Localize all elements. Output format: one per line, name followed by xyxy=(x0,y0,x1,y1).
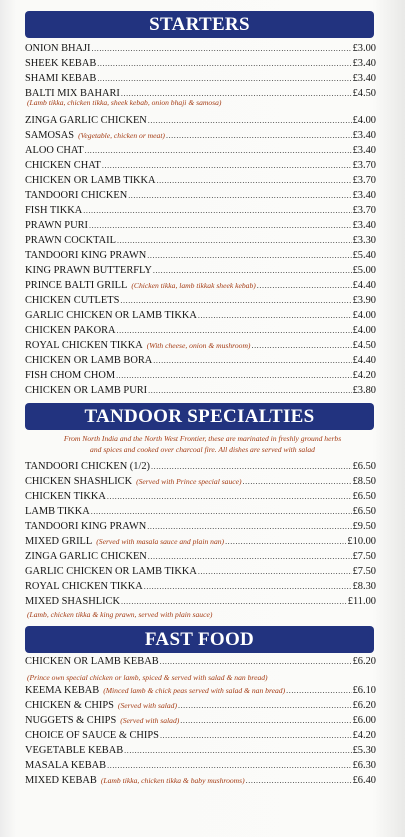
menu-item xyxy=(25,263,376,278)
item-price: £9.50 xyxy=(352,521,376,532)
item-name: ZINGA GARLIC CHICKEN xyxy=(25,115,147,126)
dot-leader xyxy=(117,233,352,248)
item-name: ROYAL CHICKEN TIKKA xyxy=(25,581,143,592)
item-price: £6.20 xyxy=(352,700,376,711)
item-name: ZINGA GARLIC CHICKEN xyxy=(25,551,147,562)
menu-item xyxy=(25,564,376,579)
menu-item xyxy=(25,338,376,353)
item-name: NUGGETS & CHIPS xyxy=(25,715,117,726)
item-price: £4.20 xyxy=(352,370,376,381)
dot-leader xyxy=(102,158,352,173)
item-name: CHICKEN OR LAMB PURI xyxy=(25,385,148,396)
item-description: (Lamb tikka, chicken tikka & baby mushrooms) xyxy=(100,776,245,785)
item-price: £6.00 xyxy=(352,715,376,726)
dot-leader xyxy=(107,758,351,773)
item-price: £4.50 xyxy=(352,340,376,351)
dot-leader xyxy=(166,128,352,143)
dot-leader xyxy=(116,368,352,383)
item-description: (With cheese, onion & mushroom) xyxy=(146,341,251,350)
item-name: FISH CHOM CHOM xyxy=(25,370,116,381)
dot-leader xyxy=(147,248,351,263)
dot-leader xyxy=(286,683,351,698)
item-name: MASALA KEBAB xyxy=(25,760,107,771)
menu-item xyxy=(25,71,376,86)
item-name: CHICKEN & CHIPS xyxy=(25,700,114,711)
dot-leader xyxy=(246,773,352,788)
tandoor-intro-line-2: and spices and cooked over charcoal fire. All dishes are served with salad xyxy=(90,445,315,454)
menu-item xyxy=(25,474,376,489)
item-price: £3.40 xyxy=(352,58,376,69)
item-name: CHICKEN OR LAMB TIKKA xyxy=(25,175,156,186)
item-name: CHICKEN OR LAMB BORA xyxy=(25,355,153,366)
dot-leader xyxy=(160,728,352,743)
item-price: £10.00 xyxy=(347,536,376,547)
menu-item xyxy=(25,713,376,728)
menu-item xyxy=(25,158,376,173)
item-price: £6.30 xyxy=(352,760,376,771)
item-price: £3.00 xyxy=(352,43,376,54)
item-price: £4.00 xyxy=(352,115,376,126)
item-description: (Minced lamb & chick peas served with salad & nan bread) xyxy=(103,686,286,695)
menu-item xyxy=(25,549,376,564)
dot-leader xyxy=(91,504,352,519)
item-name: CHOICE OF SAUCE & CHIPS xyxy=(25,730,159,741)
menu-item xyxy=(25,368,376,383)
menu-item xyxy=(25,143,376,158)
item-price: £4.40 xyxy=(352,280,376,291)
dot-leader xyxy=(151,459,352,474)
balti-mix-note: (Lamb tikka, chicken tikka, sheek kebab, onion bhaji & samosa) xyxy=(27,98,222,107)
item-name: PRAWN COCKTAIL xyxy=(25,235,116,246)
item-name: LAMB TIKKA xyxy=(25,506,90,517)
dot-leader xyxy=(157,173,352,188)
dot-leader xyxy=(198,308,352,323)
dot-leader xyxy=(85,143,352,158)
item-price: £6.20 xyxy=(352,656,376,667)
item-name: TANDOORI CHICKEN xyxy=(25,190,128,201)
menu-item xyxy=(25,218,376,233)
item-price: £4.40 xyxy=(352,355,376,366)
dot-leader xyxy=(83,203,351,218)
item-description: (Chicken tikka, lamb tikkak sheek kebab) xyxy=(131,281,256,290)
menu-item xyxy=(25,113,376,128)
item-description: (Served with salad) xyxy=(117,701,177,710)
item-name: KEEMA KEBAB xyxy=(25,685,100,696)
item-price: £6.50 xyxy=(352,506,376,517)
starters-header: STARTERS xyxy=(25,11,374,38)
item-name: CHICKEN TIKKA xyxy=(25,491,106,502)
item-price: £6.40 xyxy=(352,775,376,786)
item-name: CHICKEN CHAT xyxy=(25,160,101,171)
item-name: PRAWN PURI xyxy=(25,220,88,231)
menu-item xyxy=(25,594,376,609)
dot-leader xyxy=(153,263,352,278)
item-price: £3.30 xyxy=(352,235,376,246)
item-name: PRINCE BALTI GRILL xyxy=(25,280,128,291)
dot-leader xyxy=(121,594,347,609)
item-price: £8.30 xyxy=(352,581,376,592)
menu-item xyxy=(25,323,376,338)
item-name: GARLIC CHICKEN OR LAMB TIKKA xyxy=(25,566,197,577)
item-price: £3.70 xyxy=(352,205,376,216)
tandoor-header: TANDOOR SPECIALTIES xyxy=(25,403,374,430)
dot-leader xyxy=(89,218,352,233)
item-name: CHICKEN CUTLETS xyxy=(25,295,120,306)
menu-item xyxy=(25,683,376,698)
menu-item xyxy=(25,698,376,713)
menu-item xyxy=(25,758,376,773)
dot-leader xyxy=(148,549,352,564)
menu-item xyxy=(25,519,376,534)
item-name: BALTI MIX BAHARI xyxy=(25,88,120,99)
dot-leader xyxy=(243,474,352,489)
fastfood-header: FAST FOOD xyxy=(25,626,374,653)
item-name: SHEEK KEBAB xyxy=(25,58,97,69)
item-name: TANDOORI KING PRAWN xyxy=(25,521,147,532)
dot-leader xyxy=(148,383,352,398)
menu-item xyxy=(25,293,376,308)
item-description: (Vegetable, chicken or meat) xyxy=(78,131,165,140)
item-price: £3.80 xyxy=(352,385,376,396)
dot-leader xyxy=(120,293,351,308)
item-price: £4.00 xyxy=(352,310,376,321)
dot-leader xyxy=(148,113,352,128)
tandoor-intro-line-1: From North India and the North West Frontier, these are marinated in freshly ground herbs xyxy=(63,434,342,443)
dot-leader xyxy=(180,713,351,728)
menu-item xyxy=(25,654,376,669)
dot-leader xyxy=(160,654,352,669)
dot-leader xyxy=(198,564,352,579)
menu-item xyxy=(25,248,376,263)
item-price: £6.50 xyxy=(352,491,376,502)
item-price: £3.70 xyxy=(352,160,376,171)
item-price: £3.90 xyxy=(352,295,376,306)
item-price: £6.10 xyxy=(352,685,376,696)
dot-leader xyxy=(178,698,352,713)
item-price: £7.50 xyxy=(352,551,376,562)
dot-leader xyxy=(117,323,352,338)
menu-item xyxy=(25,233,376,248)
menu-item xyxy=(25,534,376,549)
item-price: £3.40 xyxy=(352,145,376,156)
menu-item xyxy=(25,56,376,71)
item-price: £4.50 xyxy=(352,88,376,99)
item-name: TANDOORI CHICKEN (1/2) xyxy=(25,461,150,472)
dot-leader xyxy=(153,353,351,368)
chicken-lamb-kebab-note: (Prince own special chicken or lamb, spiced & served with salad & nan bread) xyxy=(27,673,268,682)
menu-item xyxy=(25,579,376,594)
item-name: FISH TIKKA xyxy=(25,205,83,216)
item-price: £3.40 xyxy=(352,73,376,84)
item-name: SAMOSAS xyxy=(25,130,75,141)
item-price: £5.40 xyxy=(352,250,376,261)
item-name: CHICKEN SHASHLICK xyxy=(25,476,133,487)
menu-item xyxy=(25,504,376,519)
item-price: £3.40 xyxy=(352,220,376,231)
menu-item xyxy=(25,128,376,143)
menu-item xyxy=(25,173,376,188)
item-price: £6.50 xyxy=(352,461,376,472)
item-name: ROYAL CHICKEN TIKKA xyxy=(25,340,143,351)
item-price: £11.00 xyxy=(347,596,376,607)
menu-item xyxy=(25,728,376,743)
item-price: £3.40 xyxy=(352,130,376,141)
item-price: £8.50 xyxy=(352,476,376,487)
menu-item xyxy=(25,353,376,368)
menu-item xyxy=(25,383,376,398)
dot-leader xyxy=(144,579,352,594)
item-name: SHAMI KEBAB xyxy=(25,73,97,84)
dot-leader xyxy=(251,338,351,353)
dot-leader xyxy=(107,489,352,504)
dot-leader xyxy=(124,743,351,758)
item-price: £3.70 xyxy=(352,175,376,186)
item-price: £3.40 xyxy=(352,190,376,201)
item-name: ONION BHAJI xyxy=(25,43,91,54)
item-price: £7.50 xyxy=(352,566,376,577)
dot-leader xyxy=(257,278,352,293)
menu-item xyxy=(25,459,376,474)
menu-item xyxy=(25,773,376,788)
item-name: MIXED KEBAB xyxy=(25,775,97,786)
menu-item xyxy=(25,278,376,293)
item-name: MIXED GRILL xyxy=(25,536,93,547)
item-name: TANDOORI KING PRAWN xyxy=(25,250,147,261)
menu-item xyxy=(25,188,376,203)
item-name: MIXED SHASHLICK xyxy=(25,596,120,607)
item-description: (Served with Prince special sauce) xyxy=(136,477,242,486)
item-price: £4.00 xyxy=(352,325,376,336)
dot-leader xyxy=(92,41,352,56)
item-price: £4.20 xyxy=(352,730,376,741)
item-description: (Served with salad) xyxy=(120,716,180,725)
item-name: CHICKEN PAKORA xyxy=(25,325,116,336)
item-name: GARLIC CHICKEN OR LAMB TIKKA xyxy=(25,310,197,321)
dot-leader xyxy=(225,534,346,549)
item-name: CHICKEN OR LAMB KEBAB xyxy=(25,656,159,667)
item-name: ALOO CHAT xyxy=(25,145,84,156)
menu-item xyxy=(25,308,376,323)
item-price: £5.00 xyxy=(352,265,376,276)
menu-item xyxy=(25,489,376,504)
dot-leader xyxy=(97,56,351,71)
item-description: (Served with masala sauce and plain nan) xyxy=(96,537,225,546)
menu-item xyxy=(25,203,376,218)
item-name: KING PRAWN BUTTERFLY xyxy=(25,265,152,276)
dot-leader xyxy=(147,519,351,534)
dot-leader xyxy=(128,188,351,203)
mixed-shashlick-note: (Lamb, chicken tikka & king prawn, served with plain sauce) xyxy=(27,610,213,619)
item-name: VEGETABLE KEBAB xyxy=(25,745,124,756)
menu-item xyxy=(25,41,376,56)
item-price: £5.30 xyxy=(352,745,376,756)
dot-leader xyxy=(97,71,351,86)
menu-item xyxy=(25,743,376,758)
